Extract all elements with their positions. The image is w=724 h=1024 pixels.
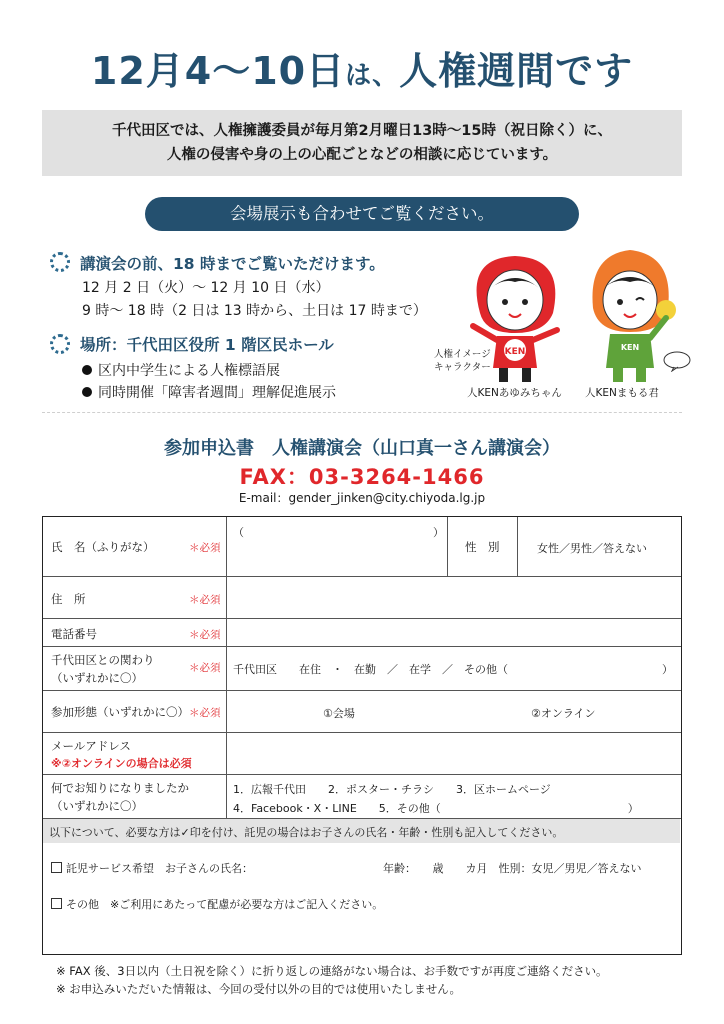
furigana-paren-open: （ (233, 526, 244, 539)
other-checkbox[interactable] (51, 898, 62, 909)
name-field[interactable] (233, 541, 443, 571)
character-name-mamoru: 人KENまもる君 (585, 387, 659, 399)
gender-options[interactable]: 女性／男性／答えない (537, 542, 647, 555)
required-mark: ＊必須 (189, 542, 221, 554)
character-name-ayumi: 人KENあゆみちゃん (467, 387, 562, 399)
phone-field[interactable] (229, 621, 677, 643)
page-title (0, 40, 724, 95)
intro-line-1: 千代田区では、人権擁護委員が毎月第2月曜日13時〜15時（祝日除く）に、 (112, 123, 612, 139)
other-row: その他 ※ご利用にあたって配慮が必要な方はご記入ください。 (51, 896, 383, 912)
required-mark: ＊必須 (189, 629, 221, 641)
mode-option-online[interactable]: ②オンライン (531, 707, 596, 720)
mode-option-venue[interactable]: ①会場 (323, 707, 355, 720)
ring-bullet-icon (50, 252, 70, 272)
other-field[interactable] (51, 913, 671, 951)
source-options-1[interactable]: 1．広報千代田 2．ポスター・チラシ 3．区ホームページ (233, 783, 551, 796)
childcare-checkbox[interactable] (51, 862, 62, 873)
character-caption-2: キャラクター (434, 362, 491, 373)
footnote-2: ※ お申込みいただいた情報は、今回の受付以外の目的では使用いたしません。 (56, 982, 461, 996)
mode-label: 参加形態（いずれかに〇） (51, 705, 189, 719)
notice-text: 以下について、必要な方は✓印を付け、託児の場合はお子さんの氏名・年齢・性別も記入してください。 (49, 826, 564, 839)
source-label: 何でお知りになりましたか (51, 781, 189, 795)
application-form (42, 516, 682, 955)
exhibit-hours: 9 時〜 18 時（2 日は 13 時から、土日は 17 時まで） (82, 303, 427, 319)
address-label: 住 所 (51, 592, 86, 606)
character-caption-1: 人権イメージ (434, 349, 491, 360)
exhibit-heading: 講演会の前、18 時までご覧いただけます。 (80, 255, 385, 273)
exhibit-date: 12 月 2 日（火）〜 12 月 10 日（水） (82, 280, 330, 296)
name-label: 氏 名（ふりがな） (51, 540, 155, 554)
intro-line-2: 人権の侵害や身の上の心配ごとなどの相談に応じています。 (166, 147, 558, 163)
ayumi-badge: KEN (504, 347, 526, 357)
title-particle: は、 (345, 61, 400, 91)
exhibit-item-1: 区内中学生による人権標語展 (82, 360, 280, 380)
dot-bullet-icon (82, 365, 92, 375)
relation-label: 千代田区との関わり (51, 653, 155, 667)
form-title: 参加申込書 人権講演会（山口真一さん講演会） (164, 438, 560, 459)
mamoru-badge: KEN (620, 343, 640, 352)
exhibit-item-2: 同時開催「障害者週間」理解促進展示 (82, 382, 336, 402)
source-sublabel: （いずれかに〇） (51, 799, 143, 813)
required-mark: ＊必須 (189, 707, 221, 719)
mail-field[interactable] (229, 737, 677, 771)
childcare-age-gender: 年齢： 歳 カ月 性別：女児／男児／答えない (383, 862, 642, 875)
source-options-2[interactable]: 4．Facebook・X・LINE 5．その他（ ） (233, 802, 639, 815)
furigana-paren-close: ） (433, 526, 444, 539)
required-mark: ＊必須 (189, 594, 221, 606)
relation-sublabel: （いずれかに〇） (51, 671, 143, 685)
section-divider (42, 412, 682, 413)
title-dates: 12月4〜10日 (90, 49, 346, 93)
phone-label: 電話番号 (51, 627, 97, 641)
speech-bubble-icon (662, 350, 692, 372)
required-mark: ＊必須 (189, 662, 221, 674)
exhibit-location: 場所：千代田区役所 1 階区民ホール (80, 336, 334, 354)
childcare-row: 託児サービス希望 お子さんの氏名： (51, 860, 253, 876)
relation-options[interactable]: 千代田区 在住 ・ 在勤 ／ 在学 ／ その他（ ） (233, 663, 673, 676)
footnote-1: ※ FAX 後、3日以内（土日祝を除く）に折り返しの連絡がない場合は、お手数ですが再度ご連絡ください。 (56, 964, 608, 978)
ring-bullet-icon (50, 334, 70, 354)
mail-label: メールアドレス (51, 739, 131, 753)
consultation-intro (42, 110, 682, 176)
notice-bar (43, 819, 680, 843)
exhibit-banner: 会場展示も合わせてご覧ください。 (145, 197, 579, 231)
contact-email: E-mail：gender_jinken@city.chiyoda.lg.jp (238, 491, 486, 505)
mail-note: ※②オンラインの場合は必須 (51, 757, 192, 770)
dot-bullet-icon (82, 387, 92, 397)
title-event: 人権週間です (399, 49, 634, 93)
gender-label: 性 別 (465, 540, 500, 554)
fax-number: FAX：03-3264-1466 (239, 465, 485, 489)
address-field[interactable] (229, 579, 677, 615)
